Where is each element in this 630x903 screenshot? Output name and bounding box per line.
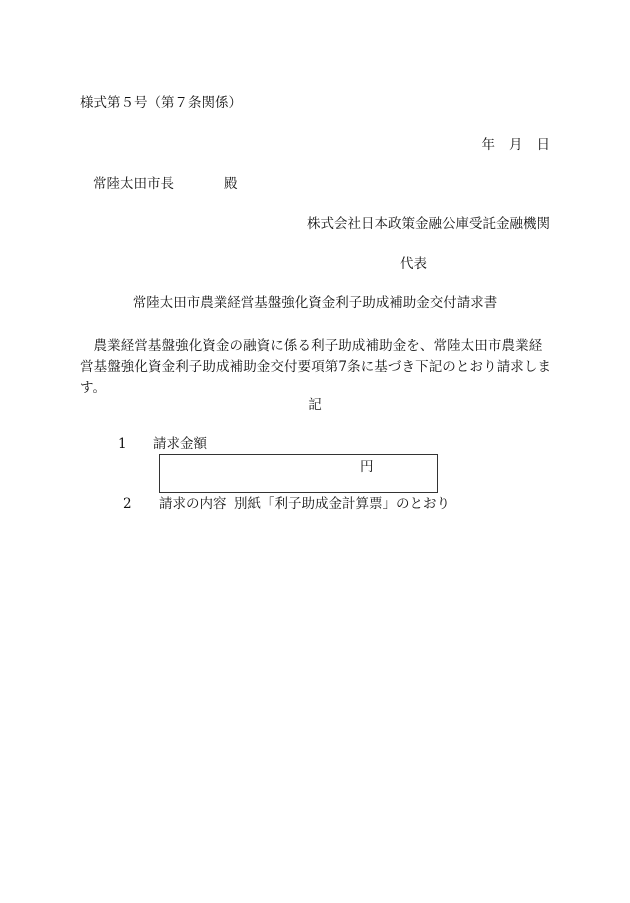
body-paragraph: 農業経営基盤強化資金の融資に係る利子助成補助金を、常陸太田市農業経営基盤強化資金利子助成補助金交付要項第7条に基づき下記のとおり請求します。 [80,338,552,396]
form-number: 様式第５号（第７条関係） [80,95,242,111]
addressee-name: 常陸太田市長 [93,176,174,192]
addressee [93,178,238,192]
date-day: 日 [536,137,550,153]
date-line [482,139,551,153]
date-month: 月 [509,137,523,153]
item-2-label: 請求の内容 [159,496,227,512]
item-1-label: 請求金額 [153,436,207,452]
addressee-honorific: 殿 [224,176,238,192]
institution-name: 株式会社日本政策金融公庫受託金融機関 [307,216,550,232]
item-1-number: 1 [118,436,127,452]
date-year: 年 [481,137,495,153]
ki-heading: 記 [308,397,322,413]
amount-unit: 円 [360,459,374,475]
item-2-value: 別紙「利子助成金計算票」のとおり [234,496,450,512]
item-2-number: 2 [123,496,132,512]
amount-field[interactable] [159,454,438,493]
document-title: 常陸太田市農業経営基盤強化資金利子助成補助金交付請求書 [132,295,498,311]
representative-label: 代表 [400,256,427,272]
